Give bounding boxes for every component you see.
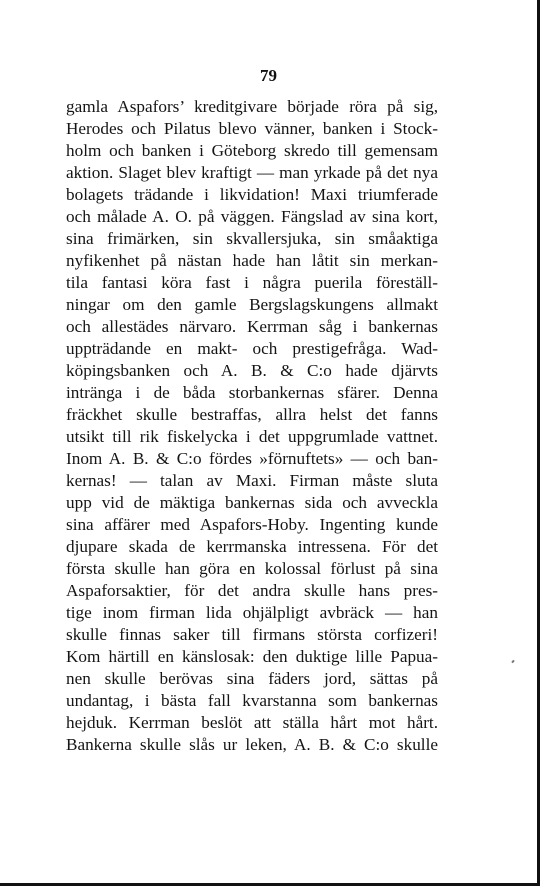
text-line: och målade A. O. på väggen. Fängslad av sina kort, <box>66 207 438 226</box>
body-text <box>66 96 438 756</box>
text-line: sina affärer med Aspafors-Hoby. Ingenting kunde <box>66 515 438 534</box>
text-line: upp vid de mäktiga bankernas sida och avveckla <box>66 493 438 512</box>
ink-speck <box>511 660 514 664</box>
text-line: Herodes och Pilatus blevo vänner, banken i Stock- <box>66 119 438 138</box>
text-line: utsikt till rik fiskelycka i det uppgrumlade vattnet. <box>66 427 438 446</box>
text-line: Aspaforsaktier, för det andra skulle hans pres- <box>66 581 438 600</box>
text-line: kernas! — talan av Maxi. Firman måste sluta <box>66 471 438 490</box>
text-line: fräckhet skulle bestraffas, allra helst det fanns <box>66 405 438 424</box>
text-line: uppträdande en makt- och prestigefråga. Wad- <box>66 339 438 358</box>
text-line: undantag, i bästa fall kvarstanna som bankernas <box>66 691 438 710</box>
text-line: aktion. Slaget blev kraftigt — man yrkade på det nya <box>66 163 438 182</box>
text-line: sina frimärken, sin skvallersjuka, sin småaktiga <box>66 229 438 248</box>
text-line: Bankerna skulle slås ur leken, A. B. & C:o skulle <box>66 735 438 754</box>
text-line: Kom härtill en känslosak: den duktige lille Papua- <box>66 647 438 666</box>
text-line: nen skulle berövas sina fäders jord, sättas på <box>66 669 438 688</box>
text-line: ningar om den gamle Bergslagskungens allmakt <box>66 295 438 314</box>
text-line: inträngа i de båda storbankernas sfärer. Denna <box>66 383 438 402</box>
page-number: 79 <box>260 66 277 85</box>
text-line: holm och banken i Göteborg skredo till gemensam <box>66 141 438 160</box>
text-line: nyfikenhet på nästan hade han låtit sin merkan- <box>66 251 438 270</box>
text-line: och allestädes närvaro. Kerrman såg i bankernas <box>66 317 438 336</box>
text-line: tila fantasi köra fast i några puerila föreställ- <box>66 273 438 292</box>
text-line: Inom A. B. & C:o fördes »förnuftets» — och ban- <box>66 449 438 468</box>
text-line: gamla Aspafors’ kreditgivare började röra på sig, <box>66 97 438 116</box>
text-line: tige inom firman lida ohjälpligt avbräck — han <box>66 603 438 622</box>
text-line: djupare skada de kerrmanska intressena. För det <box>66 537 438 556</box>
text-line: bolagets trädande i likvidation! Maxi triumferade <box>66 185 438 204</box>
text-line: köpingsbanken och A. B. & C:o hade djärvts <box>66 361 438 380</box>
text-line: första skulle han göra en kolossal förlust på sina <box>66 559 438 578</box>
text-line: hejduk. Kerrman beslöt att ställa hårt mot hårt. <box>66 713 438 732</box>
text-line: skulle finnas saker till firmans största corfizeri! <box>66 625 438 644</box>
